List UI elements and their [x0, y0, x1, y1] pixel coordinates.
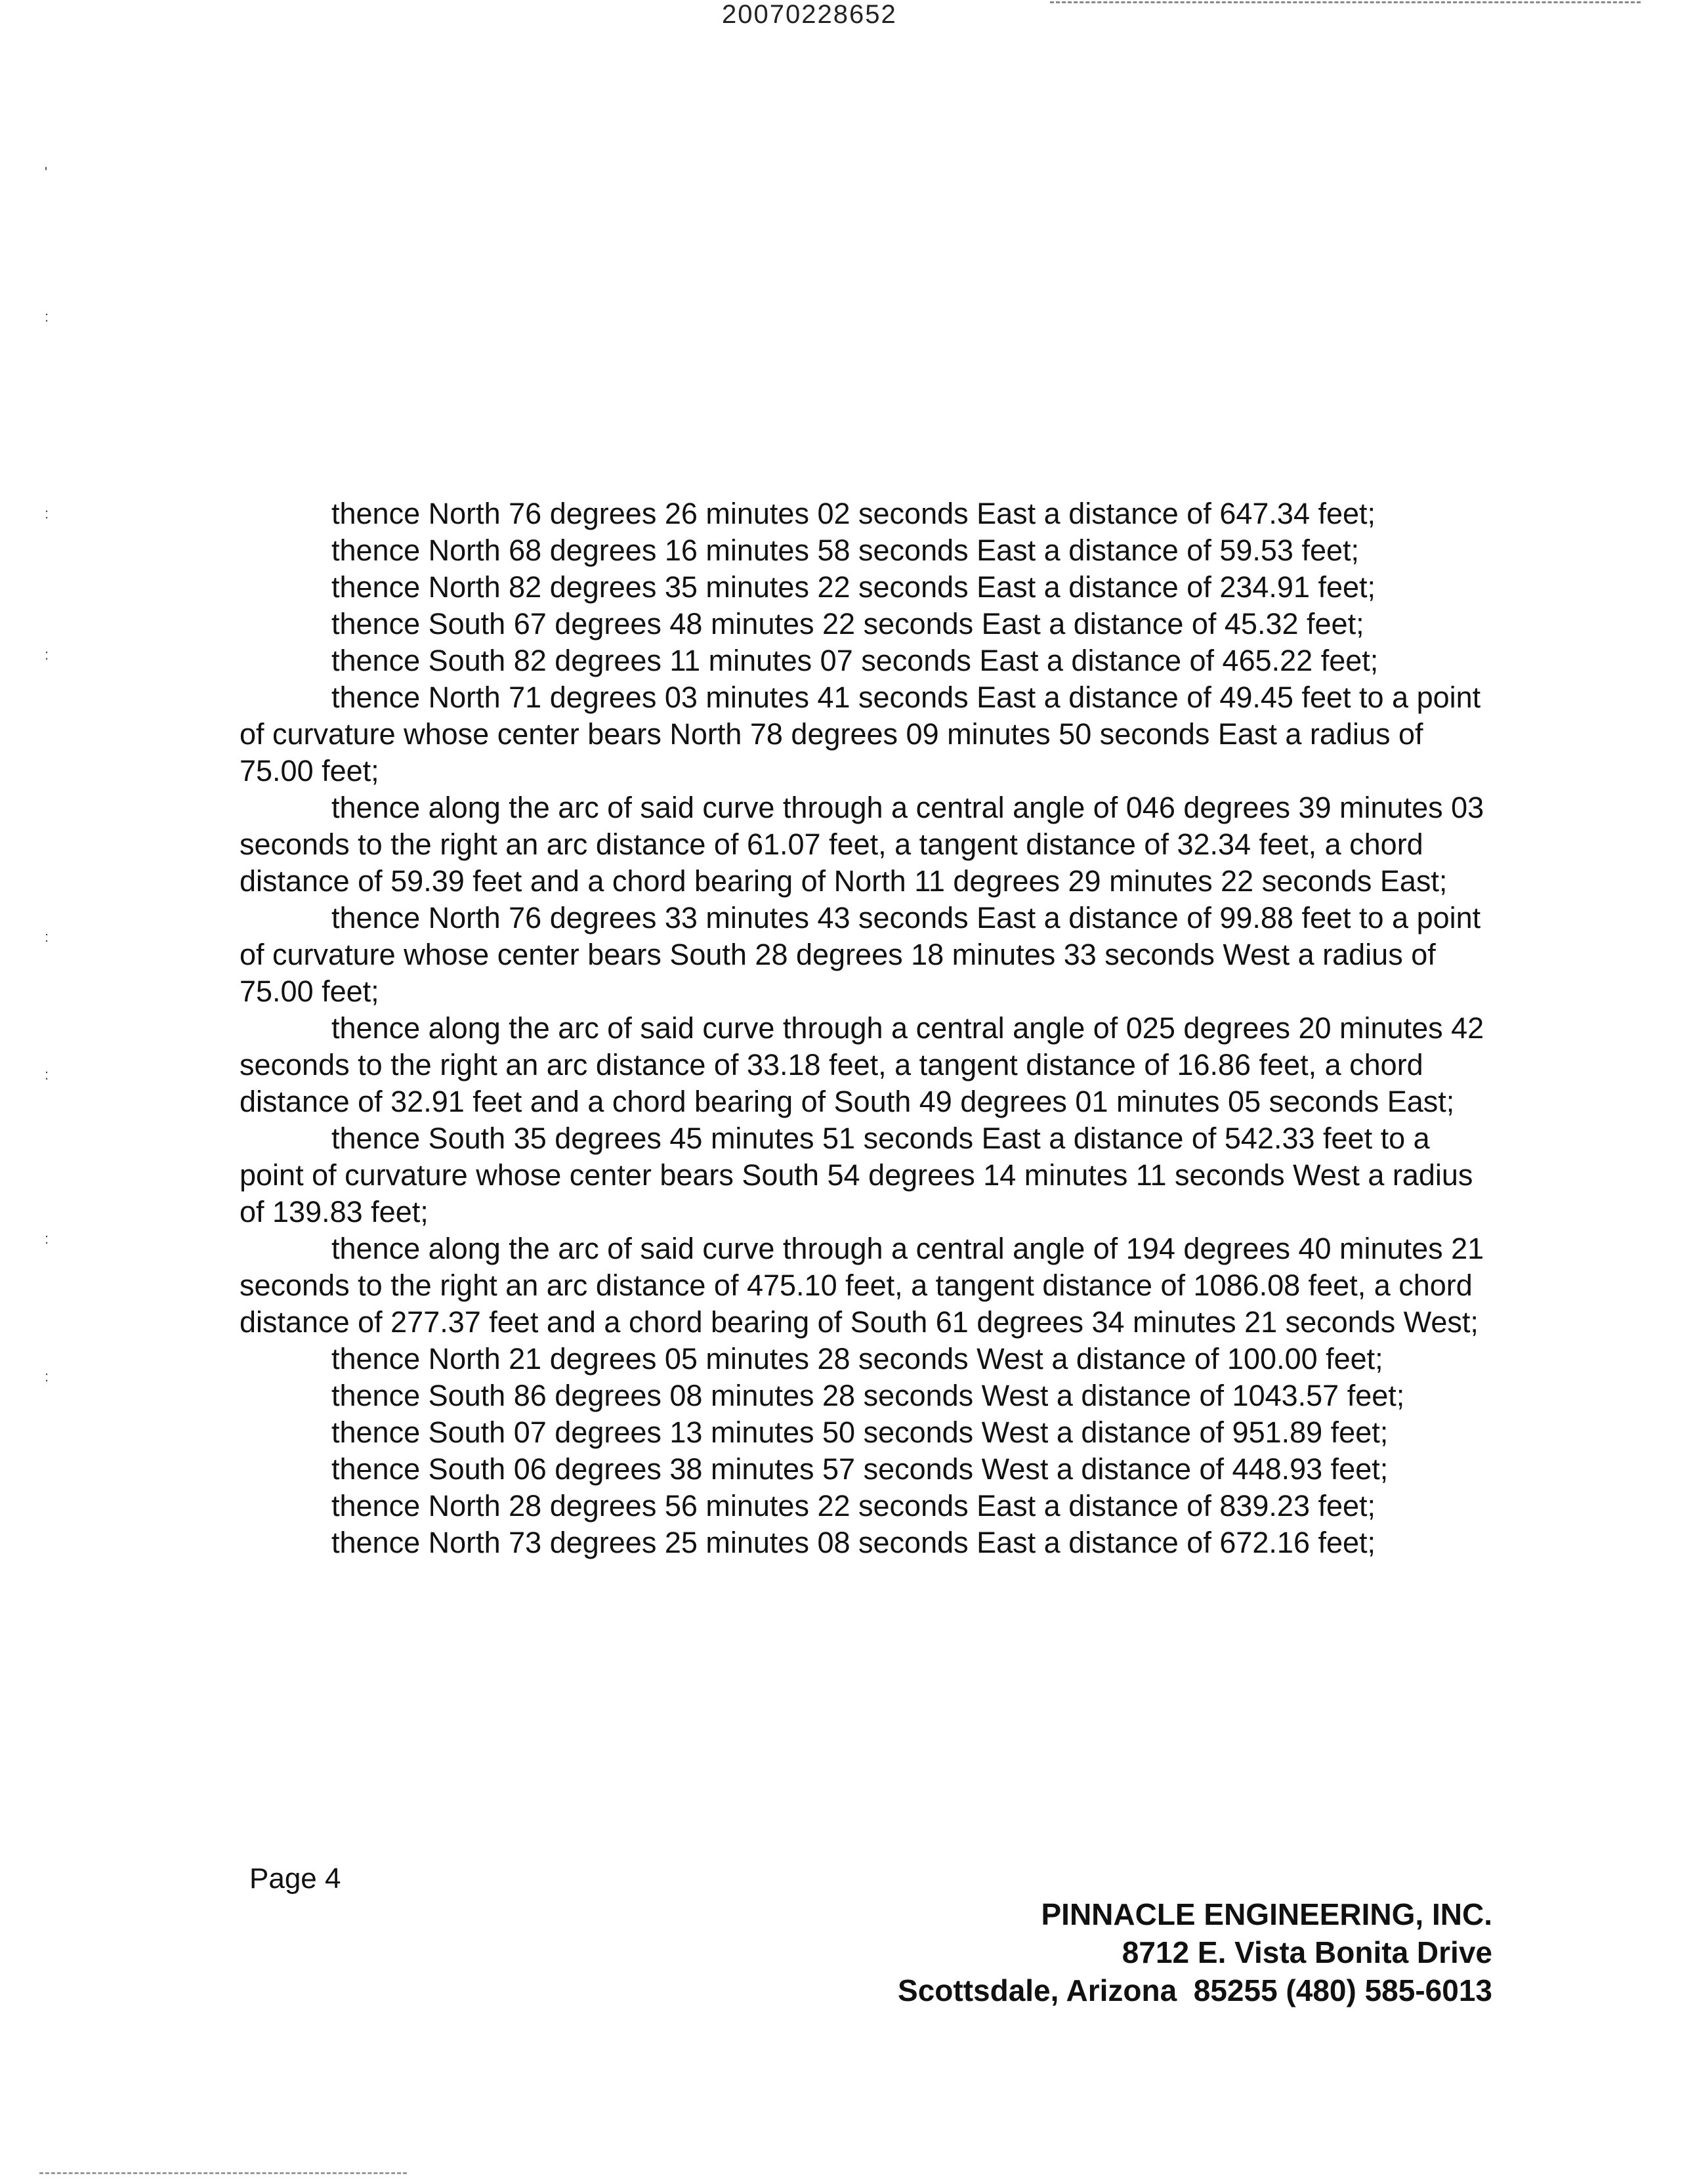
- curve-paragraph: thence along the arc of said curve through a central angle of 025 degrees 20 minutes 42 seconds to the right an arc distance of 33.18 feet, a tangent distance of 16.86 feet, a chord distance of 32.91 feet and a chord bearing of South 49 degrees 01 minutes 05 seconds East;: [240, 1011, 1484, 1118]
- binder-hole-mark: :: [45, 1066, 49, 1083]
- curve-paragraph: thence along the arc of said curve through a central angle of 046 degrees 39 minutes 03 seconds to the right an arc distance of 61.07 feet, a tangent distance of 32.34 feet, a chord distance of 59.39 feet and a chord bearing of North 11 degrees 29 minutes 22 seconds East;: [240, 791, 1484, 898]
- course-paragraph: thence South 35 degrees 45 minutes 51 seconds East a distance of 542.33 feet to a point of curvature whose center bears South 54 degrees 14 minutes 11 seconds West a radius of 139.83 feet;: [240, 1122, 1473, 1228]
- course-paragraph: thence North 76 degrees 26 minutes 02 seconds East a distance of 647.34 feet;: [331, 497, 1376, 530]
- binder-hole-mark: ': [45, 164, 48, 180]
- course-paragraph: thence North 76 degrees 33 minutes 43 seconds East a distance of 99.88 feet to a point of curvature whose center bears South 28 degrees 18 minutes 33 seconds West a radius of 75.00 feet;: [240, 901, 1481, 1008]
- course-paragraph: thence North 71 degrees 03 minutes 41 seconds East a distance of 49.45 feet to a point of curvature whose center bears North 78 degrees 09 minutes 50 seconds East a radius of 75.00 feet;: [240, 681, 1481, 788]
- course-paragraph: thence South 67 degrees 48 minutes 22 seconds East a distance of 45.32 feet;: [331, 607, 1364, 640]
- page-number: Page 4: [249, 1862, 341, 1895]
- course-paragraph: thence North 73 degrees 25 minutes 08 seconds East a distance of 672.16 feet;: [331, 1526, 1376, 1559]
- company-address-line1: 8712 E. Vista Bonita Drive: [1122, 1935, 1492, 1969]
- course-paragraph: thence South 86 degrees 08 minutes 28 seconds West a distance of 1043.57 feet;: [331, 1379, 1405, 1412]
- scan-artifact-top: [1050, 1, 1641, 6]
- course-paragraph: thence North 68 degrees 16 minutes 58 seconds East a distance of 59.53 feet;: [331, 534, 1360, 567]
- binder-hole-mark: :: [45, 308, 49, 325]
- course-paragraph: thence South 07 degrees 13 minutes 50 seconds West a distance of 951.89 feet;: [331, 1416, 1389, 1449]
- binder-hole-mark: :: [45, 929, 49, 945]
- binder-hole-mark: :: [45, 1230, 49, 1247]
- course-paragraph: thence North 28 degrees 56 minutes 22 seconds East a distance of 839.23 feet;: [331, 1489, 1376, 1522]
- binder-hole-mark: :: [45, 505, 49, 522]
- binder-hole-mark: :: [45, 646, 49, 663]
- legal-description-body: [240, 495, 1490, 1561]
- company-address-line2: Scottsdale, Arizona 85255 (480) 585-6013: [898, 1973, 1492, 2007]
- course-paragraph: thence North 82 degrees 35 minutes 22 seconds East a distance of 234.91 feet;: [331, 570, 1376, 604]
- company-block: [898, 1895, 1492, 2009]
- company-name: PINNACLE ENGINEERING, INC.: [1041, 1897, 1492, 1931]
- course-paragraph: thence North 21 degrees 05 minutes 28 seconds West a distance of 100.00 feet;: [331, 1342, 1383, 1376]
- curve-paragraph: thence along the arc of said curve through a central angle of 194 degrees 40 minutes 21 seconds to the right an arc distance of 475.10 feet, a tangent distance of 1086.08 feet, a chord distance of 277.37 feet and a chord bearing of South 61 degrees 34 minutes 21 seconds West;: [240, 1232, 1484, 1339]
- course-paragraph: thence South 06 degrees 38 minutes 57 seconds West a distance of 448.93 feet;: [331, 1452, 1389, 1486]
- document-number: 20070228652: [722, 0, 897, 29]
- course-paragraph: thence South 82 degrees 11 minutes 07 seconds East a distance of 465.22 feet;: [331, 644, 1379, 677]
- binder-hole-mark: :: [45, 1368, 49, 1385]
- scan-artifact-bottom: [39, 2172, 407, 2177]
